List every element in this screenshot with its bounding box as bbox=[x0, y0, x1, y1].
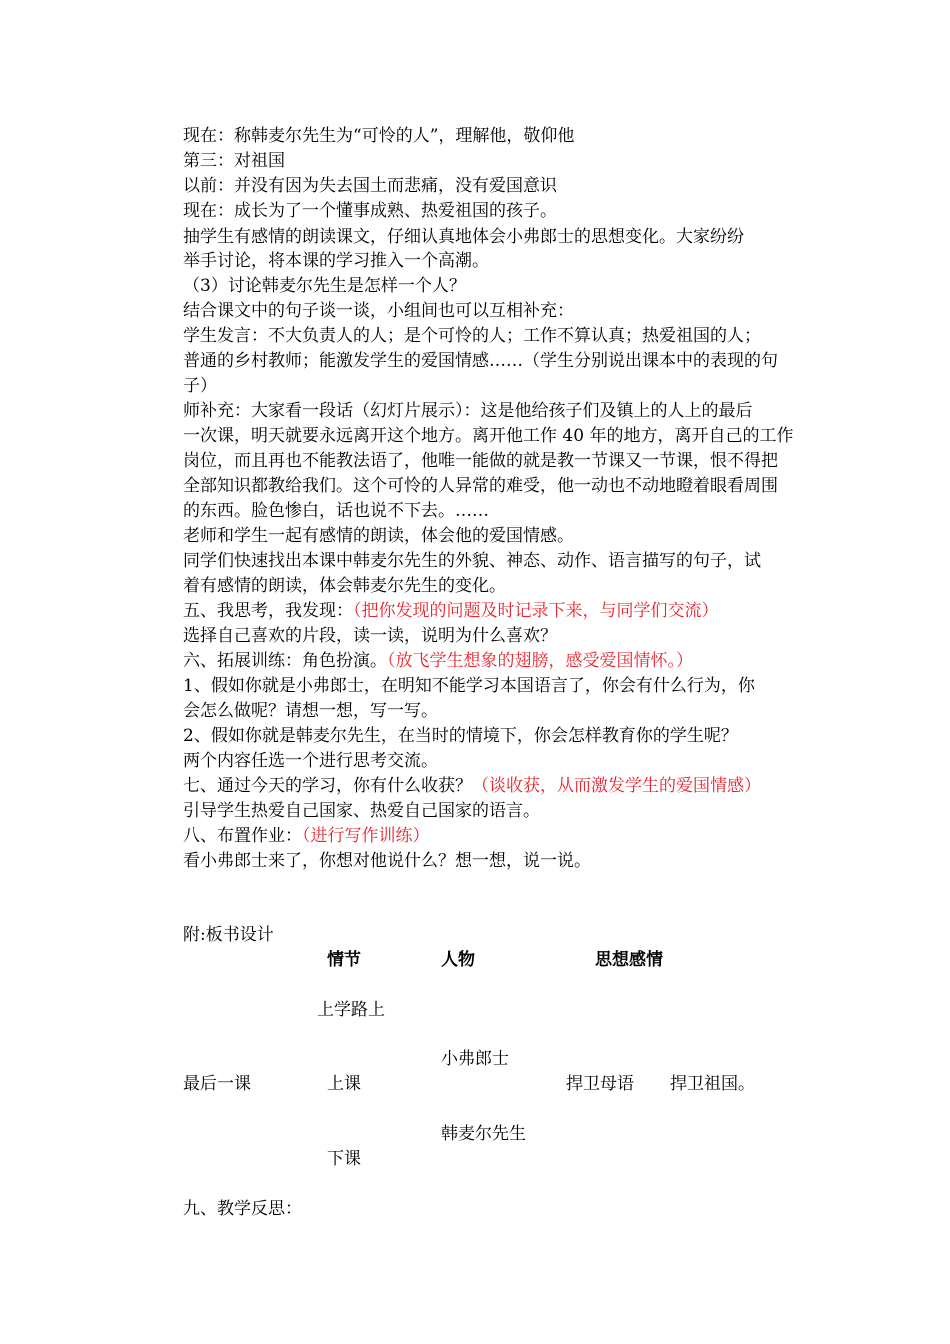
paragraph-line: 师补充：大家看一段话（幻灯片展示）：这是他给孩子们及镇上的人上的最后 bbox=[183, 401, 753, 421]
paragraph-line: 引导学生热爱自己国家、热爱自己国家的语言。 bbox=[183, 801, 540, 821]
paragraph-line: 七、通过今天的学习，你有什么收获？（谈收获，从而激发学生的爱国情感） bbox=[183, 776, 761, 796]
paragraph-line: 结合课文中的句子谈一谈，小组间也可以互相补充： bbox=[183, 301, 574, 321]
paragraph-line: 普通的乡村教师；能激发学生的爱国情感……（学生分别说出课本中的表现的句 bbox=[183, 351, 778, 371]
header-plot: 情节 bbox=[327, 950, 361, 970]
plot-item: 下课 bbox=[327, 1149, 361, 1169]
paragraph-line: 以前：并没有因为失去国土而悲痛，没有爱国意识 bbox=[183, 176, 557, 196]
paragraph-line: 的东西。脸色惨白，话也说不下去。…… bbox=[183, 501, 489, 521]
paragraph-line: 子） bbox=[183, 376, 217, 396]
paragraph-line: 五、我思考，我发现：（把你发现的问题及时记录下来，与同学们交流） bbox=[183, 601, 719, 621]
appendix-title: 附:板书设计 bbox=[183, 925, 274, 945]
paragraph-line: 两个内容任选一个进行思考交流。 bbox=[183, 751, 438, 771]
paragraph-line: 第三：对祖国 bbox=[183, 151, 285, 171]
reflection-heading: 九、教学反思： bbox=[183, 1199, 302, 1219]
header-character: 人物 bbox=[441, 950, 475, 970]
paragraph-line: 同学们快速找出本课中韩麦尔先生的外貌、神态、动作、语言描写的句子，试 bbox=[183, 551, 761, 571]
paragraph-line: 现在：称韩麦尔先生为“可怜的人”，理解他，敬仰他 bbox=[183, 126, 575, 146]
paragraph-line: 学生发言：不大负责人的人；是个可怜的人；工作不算认真；热爱祖国的人； bbox=[183, 326, 761, 346]
paragraph-line: 八、布置作业：（进行写作训练） bbox=[183, 826, 430, 846]
paragraph-line: 现在：成长为了一个懂事成熟、热爱祖国的孩子。 bbox=[183, 201, 557, 221]
paragraph-line: 2、假如你就是韩麦尔先生，在当时的情境下，你会怎样教育你的学生呢？ bbox=[183, 726, 738, 746]
paragraph-line: 六、拓展训练：角色扮演。（放飞学生想象的翅膀，感受爱国情怀。） bbox=[183, 651, 693, 671]
paragraph-line: 1、假如你就是小弗郎士，在明知不能学习本国语言了，你会有什么行为，你 bbox=[183, 676, 755, 696]
paragraph-line: 一次课，明天就要永远离开这个地方。离开他工作 40 年的地方，离开自己的工作 bbox=[183, 426, 794, 446]
paragraph-line: （3）讨论韩麦尔先生是怎样一个人？ bbox=[183, 276, 466, 296]
paragraph-line: 会怎么做呢？请想一想，写一写。 bbox=[183, 701, 438, 721]
paragraph-line: 看小弗郎士来了，你想对他说什么？想一想，说一说。 bbox=[183, 851, 591, 871]
paragraph-line: 举手讨论，将本课的学习推入一个高潮。 bbox=[183, 251, 489, 271]
header-feeling: 思想感情 bbox=[595, 950, 663, 970]
feeling-item: 捍卫母语 bbox=[566, 1074, 634, 1094]
character-item: 小弗郎士 bbox=[441, 1049, 509, 1069]
lesson-title: 最后一课 bbox=[183, 1074, 251, 1094]
paragraph-line: 选择自己喜欢的片段，读一读，说明为什么喜欢？ bbox=[183, 626, 557, 646]
feeling-item: 捍卫祖国。 bbox=[670, 1074, 755, 1094]
plot-item: 上学路上 bbox=[317, 1000, 385, 1020]
paragraph-line: 抽学生有感情的朗读课文，仔细认真地体会小弗郎士的思想变化。大家纷纷 bbox=[183, 227, 744, 247]
character-item: 韩麦尔先生 bbox=[441, 1124, 526, 1144]
paragraph-line: 着有感情的朗读，体会韩麦尔先生的变化。 bbox=[183, 576, 506, 596]
paragraph-line: 全部知识都教给我们。这个可怜的人异常的难受，他一动也不动地瞪着眼看周围 bbox=[183, 476, 778, 496]
plot-item: 上课 bbox=[327, 1074, 361, 1094]
paragraph-line: 老师和学生一起有感情的朗读，体会他的爱国情感。 bbox=[183, 526, 574, 546]
paragraph-line: 岗位，而且再也不能教法语了，他唯一能做的就是教一节课又一节课，恨不得把 bbox=[183, 451, 778, 471]
